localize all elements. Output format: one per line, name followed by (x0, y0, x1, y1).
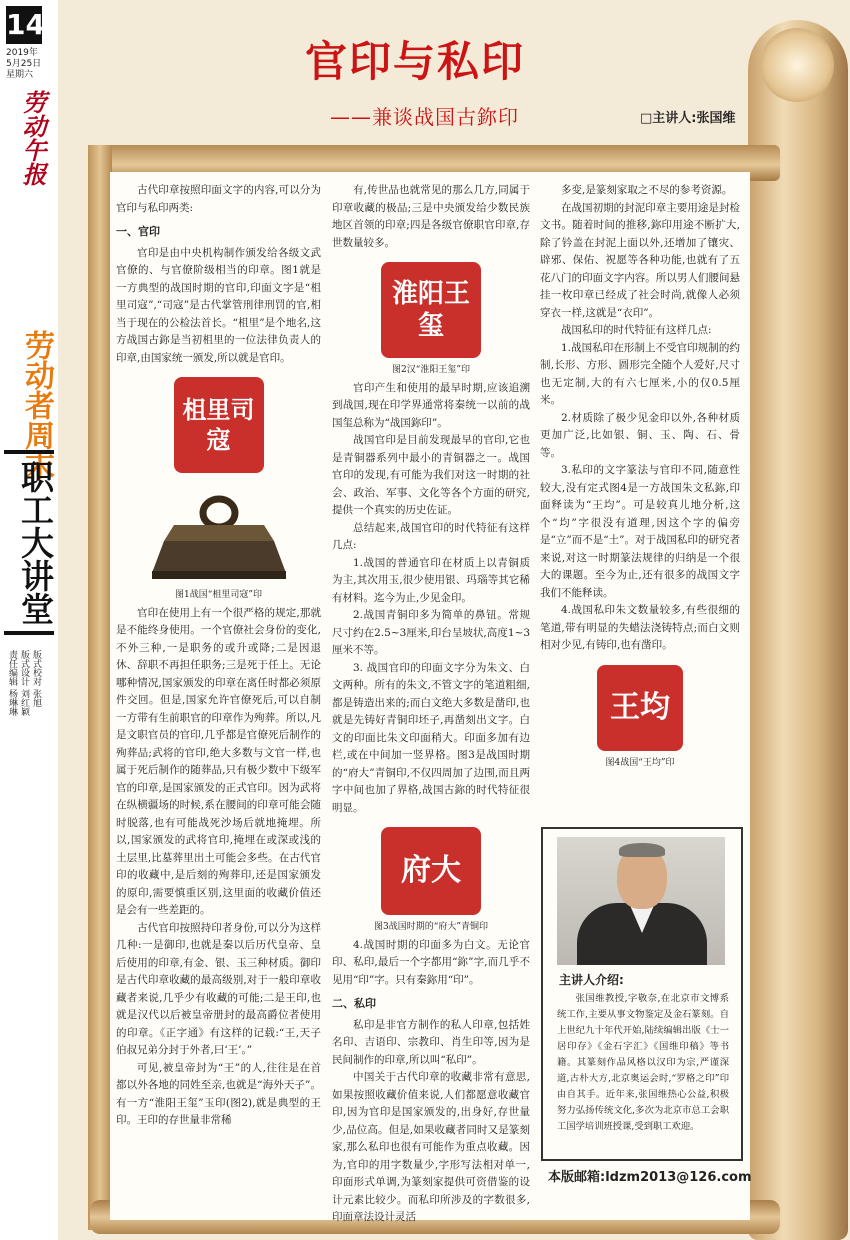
figure-caption: 图2汉“淮阳王玺”印 (392, 365, 470, 375)
credit-editor: 责任编辑 杨琳琳 (7, 650, 17, 716)
page-email: 本版邮箱:ldzm2013@126.com (548, 1170, 752, 1185)
weekday: 星期六 (6, 70, 34, 80)
paragraph: 古代印章按照印面文字的内容,可以分为官印与私印两类: (116, 184, 321, 214)
paragraph: 官印产生和使用的最早时期,应该追溯到战国,现在印学界通常将秦统一以前的战国玺总称为“战国鉨印”。 (332, 381, 530, 429)
date-year: 2019年 (6, 48, 38, 58)
paragraph: 2.战国青铜印多为简单的鼻钮。常规尺寸约在2.5~3厘米,印台呈坡状,高度1~3厘米不等。 (332, 609, 530, 656)
paragraph: 有,传世品也就常见的那么几方,同属于印章收藏的极品;三是中央颁发给少数民族地区首领的印章;四是各级官僚职官印章,存世数量较多。 (332, 184, 530, 249)
paragraph: 私印是非官方制作的私人印章,包括姓名印、吉语印、宗教印、肖生印等,因为是民间制作的印章,所以叫“私印”。 (332, 1018, 530, 1066)
page-number: 14 (6, 6, 42, 44)
paragraph: 1.战国私印在形制上不受官印规制的约制,长形、方形、圆形完全随个人爱好,尺寸也无定制,大的有六七厘米,小的仅0.5厘米。 (540, 341, 740, 406)
paragraph: 官印在使用上有一个很严格的规定,那就是不能终身使用。一个官僚社会身份的变化,不外三种,一是职务的或升或降;二是因退休、辞职不再担任职务;三是死于任上。无论哪种情况,国家颁发的印章在离任时都必须原件交回。但是,国家允许官僚死后,可以自制一方带有生前职官的印章作为殉葬。所以,凡是文职官员的官印,几乎都是官僚死后制作的殉葬品;武将的官印,绝大多数与文官一样,也属于死后制作的随葬品,只有极少数中下级军官的印章,是国家颁发的正式官印。因为武将在纵横疆场的时候,系在腰间的印章可能会随时脱落,也有可能战死沙场后就地掩埋。所以,国家颁发的武将官印,掩埋在或深或浅的土层里,比墓葬里出土可能会多些。在古代官印的收藏中,是后刻的殉葬印,还是国家颁发的原印,需要慎重区别,这里面的收藏价值还是会有一些差距的。 (116, 606, 321, 916)
paragraph: 多变,是篆刻家取之不尽的参考资源。 (561, 184, 733, 196)
credit-designer: 版式设计 刘红颖 (19, 650, 29, 716)
column-name: 劳动者周末 (19, 330, 54, 480)
scroll-cap (760, 28, 834, 102)
speaker-intro-box (541, 827, 743, 1161)
issue-date (6, 48, 41, 81)
speaker-photo (557, 837, 725, 965)
paragraph: 中国关于古代印章的收藏非常有意思,如果按照收藏价值来说,人们都愿意收藏官印,因为官印是国家颁发的,出身好,存世量少,品位高。但是,如果收藏者同时又是篆刻家,那么私印也很有可能作为重点收藏。因为,官印的用字数量少,字形写法相对单一,印面形式单调,为篆刻家提供可资借鉴的设计元素比较少。而私印所涉及的字数很多,印面章法设计灵活 (332, 1071, 530, 1223)
section-heading: 二、私印 (332, 997, 376, 1010)
article-subtitle: ——兼谈战国古鉨印 (330, 105, 519, 129)
paragraph: 官印是由中央机构制作颁发给各级文武官僚的、与官僚阶级相当的印章。图1就是一方典型的战国时期的官印,印面文字是“柤里司寇”,“司寇”是古代掌管刑律刑罚的官,相当于现在的公检法首长。“柤里”是个地名,这方战国古鉨是当初柤里的一位法律负责人的印章,由国家统一颁发,所以就是官印。 (116, 246, 321, 364)
speaker-line: □主讲人:张国维 (640, 111, 736, 126)
bronze-seal-icon (144, 483, 294, 583)
intro-title: 主讲人介绍: (559, 973, 624, 987)
paragraph: 古代官印按照持印者身份,可以分为这样几种:一是御印,也就是秦以后历代皇帝、皇后使用的印章,有金、银、玉三种材质。御印是古代印章收藏的最高级别,对于一般印章收藏者来说,几乎少有收藏的可能;二是王印,也就是汉代以后被皇帝册封的最高爵位者使用的印章。《正字通》有这样的记载:“王,天子伯叔兄弟分封于外者,曰‘王’。” (116, 921, 321, 1056)
section-name: 职工大讲堂 (4, 450, 54, 635)
paragraph: 战国私印的时代特征有这样几点: (561, 324, 712, 336)
paragraph: 2.材质除了极少见金印以外,各种材质更加广泛,比如银、铜、玉、陶、石、骨等。 (540, 411, 740, 459)
seal-image-3: 府大 (381, 827, 481, 915)
editor-credits (6, 650, 42, 830)
figure-caption: 图1战国“柤里司寇”印 (175, 590, 262, 600)
seal-image-1: 柤里司寇 (174, 377, 264, 473)
paragraph: 在战国初期的封泥印章主要用途是封检文书。随着时间的推移,鉨印用途不断扩大,除了钤盖在封泥上面以外,还增加了镶灾、辟邪、保佑、祝愿等各种功能,也就有了五花八门的印面文字内容。所以男人们腰间悬挂一枚印章已经成了社会时尚,就像人必须穿衣一样,这就是“衣印”。 (540, 201, 740, 319)
date-day: 5月25日 (6, 59, 42, 69)
seal-image-4: 王均 (597, 665, 683, 751)
paragraph: 可见,被皇帝封为“王”的人,往往是在首都以外各地的同姓至亲,也就是“海外天子”。有一方“淮阳王玺”玉印(图2),就是典型的王印。王印的存世量非常稀 (116, 1061, 321, 1126)
scroll-roll-right (748, 20, 848, 1240)
paragraph: 4.战国时期的印面多为白文。无论官印、私印,最后一个字都用“鉨”字,而几乎不见用“印”字。只有秦鉨用“印”。 (332, 938, 530, 986)
paragraph: 3.私印的文字篆法与官印不同,随意性较大,没有定式图4是一方战国朱文私鉨,印面释读为“王均”。可是较真儿地分析,这个“均”字很没有道理,因这个字的偏旁是“立”而不是“土”。对于战国私印的研究者来说,对这一时期篆法规律的归纳是一个很大的课题。至今为止,还有很多的战国文字我们不能释读。 (540, 464, 740, 599)
paragraph: 1.战国的普通官印在材质上以青铜质为主,其次用玉,很少使用银、玛瑙等其它稀有材料。迄今为止,少见金印。 (332, 556, 530, 604)
newspaper-logo: 劳动午报 (18, 90, 47, 186)
bronze-seal-photo (144, 483, 294, 583)
speaker-hair (619, 843, 665, 857)
paragraph: 3. 战国官印的印面文字分为朱文、白文两种。所有的朱文,不管文字的笔道粗细,都是铸造出来的;而白文绝大多数是凿印,也就是先铸好青铜印坯子,再凿刻出文字。白文的印面比朱文印面稍大。印面多加有边栏,或在中间加一竖界格。图3是战国时期的“府大”青铜印,不仅四周加了边围,而且两字中间也加了界格,战国古鉨的时代特征很明显。 (332, 661, 530, 814)
left-sidebar (0, 0, 58, 1240)
scroll-edge-left (88, 145, 112, 1230)
figure-caption: 图4战国“王均”印 (605, 757, 675, 768)
article-column-1 (116, 182, 321, 1130)
figure-caption: 图3战国时期的“府大”青铜印 (374, 922, 488, 932)
credit-proofreader: 版式校对 张旭 (31, 650, 41, 707)
paragraph: 总结起来,战国官印的时代特征有这样几点: (332, 521, 530, 551)
section-heading: 一、官印 (116, 225, 160, 238)
paragraph: 战国官印是目前发现最早的官印,它也是青铜器系列中最小的青铜器之一。战国官印的发现,有可能为我们对这一时期的社会、政治、军事、文化等各个方面的研究,提供一个真实的历史佐证。 (332, 434, 530, 516)
article-column-2 (332, 182, 530, 1227)
article-title: 官印与私印 (305, 37, 526, 86)
intro-text: 张国维教授,字敬奈,在北京市文博系统工作,主要从事文物鉴定及金石篆刻。自上世纪九十年代开始,陆续编辑出版《士一居印存》《金石字汇》《国维印稿》等书籍。其篆刻作品风格以汉印为宗,严谨深道,古朴大方,北京奥运会时,“罗格之印”印由自其手。近年来,张国维热心公益,积极努力弘扬传统文化,多次为北京市总工会职工国学培训班授课,受到职工欢迎。 (557, 993, 729, 1132)
article-column-3 (540, 182, 740, 772)
paragraph: 4.战国私印朱文数量较多,有些很细的笔道,带有明显的失蜡法浇铸特点;而白文则相对少见,有铸印,也有凿印。 (540, 604, 740, 651)
seal-image-2: 淮阳王玺 (381, 262, 481, 358)
